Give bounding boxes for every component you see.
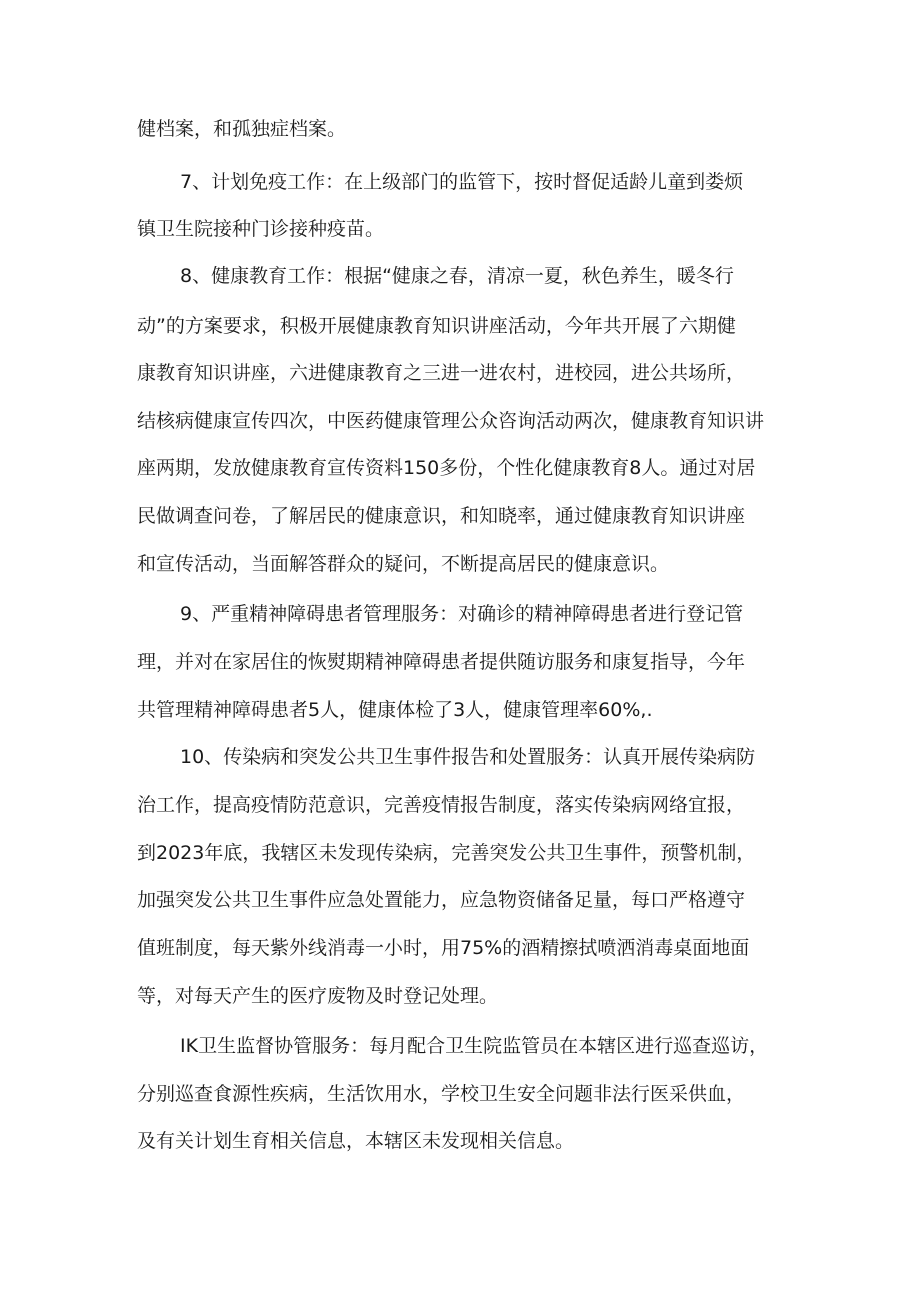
text-line: 治工作，提高疫情防范意识，完善疫情报告制度，落实传染病网络宜报， — [137, 794, 746, 816]
text-line: 座两期，发放健康教育宣传资料150多份，个性化健康教育8人。通过对居 — [137, 457, 756, 479]
paragraph-mental-health-start: 9、严重精神障碍患者管理服务：对确诊的精神障碍患者进行登记管 — [180, 603, 744, 625]
text-line: 理，并对在家居住的恢熨期精神障碍患者提供随访服务和康复指导，今年 — [137, 651, 746, 673]
text-line: 健档案，和孤独症档案。 — [137, 118, 347, 140]
text-line: 分别巡查食源性疾病，生活饮用水，学校卫生安全问题非法行医采供血， — [137, 1083, 746, 1105]
text-line: 值班制度，每天紫外线消毒一小时，用75%的酒精擦拭喷洒消毒桌面地面 — [137, 937, 750, 959]
text-line: 等，对每天产生的医疗废物及时登记处理。 — [137, 985, 499, 1007]
text-line: 动”的方案要求，积极开展健康教育知识讲座活动，今年共开展了六期健 — [137, 315, 736, 337]
text-line: 及有关计划生育相关信息，本辖区未发现相关信息。 — [137, 1130, 575, 1152]
text-line: 镇卫生院接种门诊接种疫苗。 — [137, 218, 385, 240]
text-line: 康教育知识讲座，六进健康教育之三进一进农村，进校园，进公共场所， — [137, 362, 746, 384]
paragraph-immunization-start: 7、计划免疫工作：在上级部门的监管下，按时督促适龄儿童到娄烦 — [180, 171, 744, 193]
paragraph-health-education-start: 8、健康教育工作：根据“健康之春，清凉一夏，秋色养生，暖冬行 — [180, 265, 734, 287]
text-line: 到2023年底，我辖区未发现传染病，完善突发公共卫生事件，预警机制， — [137, 842, 756, 864]
text-line: 民做调查问卷，了解居民的健康意识，和知晓率，通过健康教育知识讲座 — [137, 505, 746, 527]
text-line: 和宣传活动，当面解答群众的疑问，不断提高居民的健康意识。 — [137, 553, 670, 575]
paragraph-infectious-disease-start: 10、传染病和突发公共卫生事件报告和处置服务：认真开展传染病防 — [180, 746, 756, 768]
text-line: 结核病健康宣传四次，中医药健康管理公众咨询活动两次，健康教育知识讲 — [137, 410, 765, 432]
text-line: 加强突发公共卫生事件应急处置能力，应急物资储备足量，每口严格遵守 — [137, 889, 746, 911]
text-line: 共管理精神障碍患者5人，健康体检了3人，健康管理率60%,. — [137, 699, 653, 721]
paragraph-health-supervision-start: IK卫生监督协管服务：每月配合卫生院监管员在本辖区进行巡查巡访， — [180, 1035, 769, 1057]
